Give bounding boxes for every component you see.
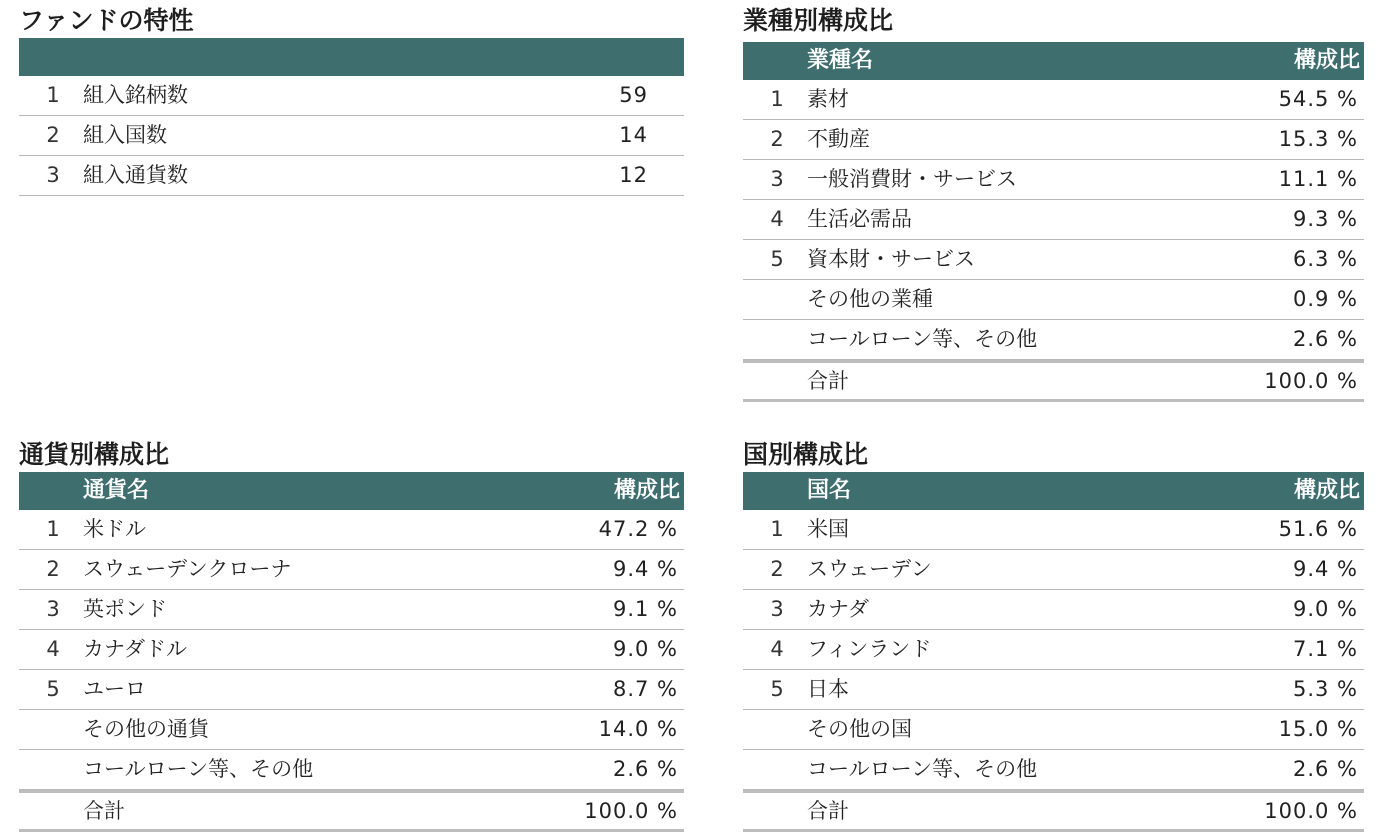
row-value: 9.1 %: [612, 597, 678, 621]
fund-characteristics-title: ファンドの特性: [19, 6, 194, 35]
industry-breakdown-title: 業種別構成比: [743, 6, 894, 35]
currency-breakdown-rows: [19, 510, 684, 832]
row-number: 3: [46, 597, 60, 621]
row-value: 9.0 %: [612, 637, 678, 661]
country-breakdown-title: 国別構成比: [743, 440, 869, 469]
currency-breakdown-header: [19, 472, 684, 510]
total-label: 合計: [83, 799, 125, 823]
row-value: 2.6 %: [1292, 757, 1358, 781]
row-number: 1: [770, 87, 784, 111]
header-value-label: 構成比: [1293, 48, 1360, 73]
row-label: 組入銘柄数: [83, 83, 188, 107]
header-value-label: 構成比: [1293, 478, 1360, 503]
table-row: [743, 160, 1364, 200]
row-label: スウェーデン: [807, 557, 932, 581]
row-label: カナダ: [807, 597, 869, 621]
row-number: 1: [770, 517, 784, 541]
row-label: 英ポンド: [83, 597, 167, 621]
row-value: 9.0 %: [1292, 597, 1358, 621]
row-number: 4: [770, 207, 784, 231]
table-row: [743, 510, 1364, 550]
table-row: [19, 510, 684, 550]
table-row: [743, 320, 1364, 360]
row-value: 9.3 %: [1292, 207, 1358, 231]
header-name-label: 通貨名: [83, 478, 150, 503]
table-row: [743, 240, 1364, 280]
row-number: 4: [46, 637, 60, 661]
row-value: 14: [619, 123, 648, 147]
total-row: [19, 790, 684, 832]
total-value: 100.0 %: [1264, 799, 1358, 823]
row-value: 6.3 %: [1292, 247, 1358, 271]
row-label: 素材: [807, 87, 849, 111]
row-label: フィンランド: [807, 637, 932, 661]
total-row: [743, 360, 1364, 402]
row-label: 組入通貨数: [83, 163, 188, 187]
row-value: 11.1 %: [1278, 167, 1358, 191]
table-row: [19, 116, 684, 156]
fund-characteristics-header: [19, 38, 684, 76]
row-label: その他の通貨: [83, 717, 209, 741]
currency-breakdown-panel: [19, 438, 684, 830]
total-row: [743, 790, 1364, 832]
row-number: 5: [770, 677, 784, 701]
row-label: コールローン等、その他: [83, 757, 314, 781]
total-value: 100.0 %: [1264, 369, 1358, 393]
row-number: 2: [770, 557, 784, 581]
table-row: [19, 550, 684, 590]
row-value: 9.4 %: [612, 557, 678, 581]
row-value: 51.6 %: [1278, 517, 1358, 541]
row-label: その他の業種: [807, 287, 933, 311]
table-row: [743, 630, 1364, 670]
row-label: 米ドル: [83, 517, 146, 541]
table-row: [19, 710, 684, 750]
header-value-label: 構成比: [613, 478, 680, 503]
row-value: 7.1 %: [1292, 637, 1358, 661]
row-label: 資本財・サービス: [807, 247, 975, 271]
table-row: [19, 76, 684, 116]
row-number: 1: [46, 517, 60, 541]
row-value: 47.2 %: [598, 517, 678, 541]
row-value: 15.0 %: [1278, 717, 1358, 741]
table-row: [743, 670, 1364, 710]
row-number: 3: [46, 163, 60, 187]
row-value: 15.3 %: [1278, 127, 1358, 151]
row-value: 14.0 %: [598, 717, 678, 741]
row-number: 2: [46, 123, 60, 147]
table-row: [19, 750, 684, 790]
row-value: 2.6 %: [612, 757, 678, 781]
row-label: 日本: [807, 677, 849, 701]
row-value: 0.9 %: [1292, 287, 1358, 311]
row-number: 2: [46, 557, 60, 581]
table-row: [743, 710, 1364, 750]
row-value: 59: [619, 83, 648, 107]
currency-breakdown-title: 通貨別構成比: [19, 440, 170, 469]
table-row: [743, 200, 1364, 240]
industry-breakdown-rows: [743, 80, 1364, 402]
row-label: スウェーデンクローナ: [83, 557, 292, 581]
table-row: [743, 750, 1364, 790]
row-number: 5: [770, 247, 784, 271]
total-value: 100.0 %: [584, 799, 678, 823]
total-label: 合計: [807, 799, 849, 823]
row-number: 5: [46, 677, 60, 701]
table-row: [19, 670, 684, 710]
row-label: コールローン等、その他: [807, 327, 1038, 351]
row-value: 12: [619, 163, 648, 187]
industry-breakdown-header: [743, 42, 1364, 80]
row-number: 1: [46, 83, 60, 107]
row-value: 2.6 %: [1292, 327, 1358, 351]
row-label: コールローン等、その他: [807, 757, 1038, 781]
table-row: [19, 156, 684, 196]
industry-breakdown-panel: [743, 4, 1364, 396]
row-label: 生活必需品: [807, 207, 912, 231]
header-name-label: 業種名: [807, 48, 874, 73]
row-number: 3: [770, 597, 784, 621]
table-row: [19, 590, 684, 630]
row-value: 8.7 %: [612, 677, 678, 701]
row-number: 2: [770, 127, 784, 151]
fund-characteristics-panel: [19, 4, 684, 204]
row-value: 9.4 %: [1292, 557, 1358, 581]
row-label: その他の国: [807, 717, 912, 741]
row-label: ユーロ: [83, 677, 146, 701]
row-value: 5.3 %: [1292, 677, 1358, 701]
row-value: 54.5 %: [1278, 87, 1358, 111]
total-label: 合計: [807, 369, 849, 393]
table-row: [19, 630, 684, 670]
table-row: [743, 80, 1364, 120]
table-row: [743, 280, 1364, 320]
row-number: 4: [770, 637, 784, 661]
table-row: [743, 120, 1364, 160]
table-row: [743, 590, 1364, 630]
country-breakdown-rows: [743, 510, 1364, 832]
fund-characteristics-rows: [19, 76, 684, 196]
country-breakdown-panel: [743, 438, 1364, 830]
row-label: 米国: [807, 517, 849, 541]
country-breakdown-header: [743, 472, 1364, 510]
row-label: 不動産: [807, 127, 870, 151]
table-row: [743, 550, 1364, 590]
row-number: 3: [770, 167, 784, 191]
row-label: 一般消費財・サービス: [807, 167, 1017, 191]
row-label: カナダドル: [83, 637, 187, 661]
row-label: 組入国数: [83, 123, 167, 147]
header-name-label: 国名: [807, 478, 852, 503]
